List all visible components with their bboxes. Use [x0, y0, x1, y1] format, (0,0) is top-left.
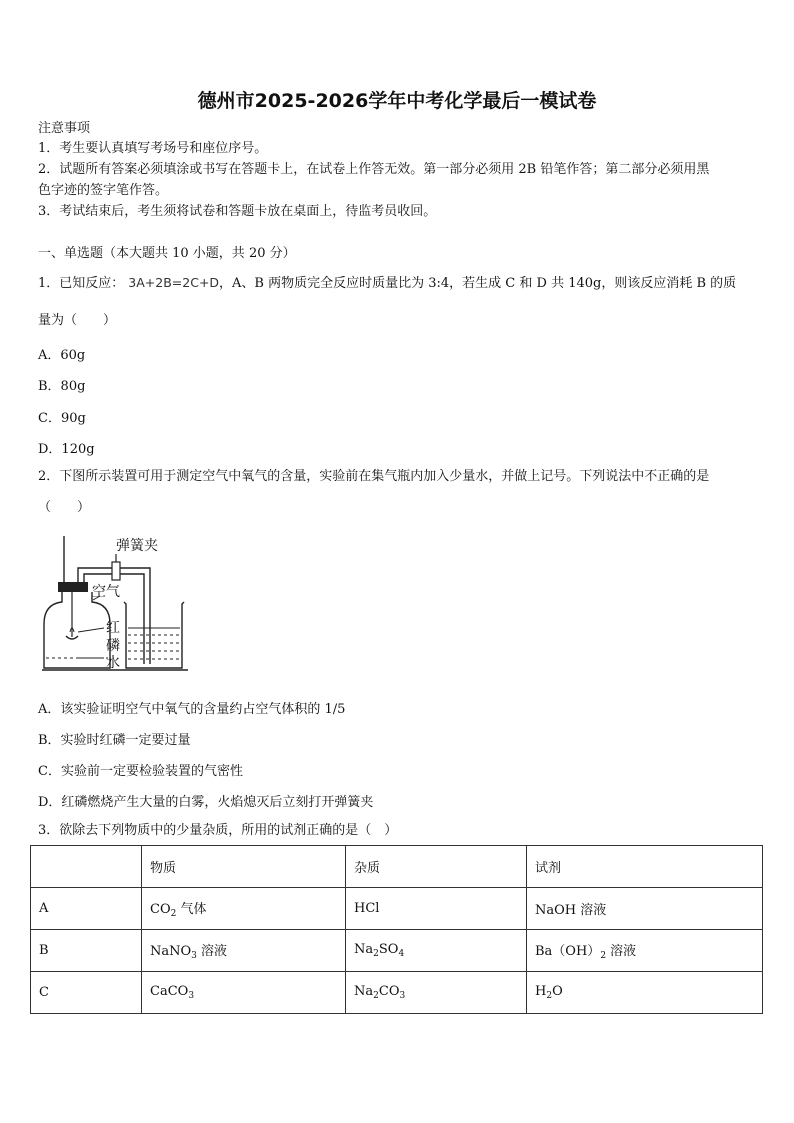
label-water: 水 — [106, 655, 120, 671]
reagent-cell — [527, 930, 763, 972]
table-header-row — [31, 846, 763, 888]
page-title: 德州市2025-2026学年中考化学最后一模试卷 — [197, 90, 597, 112]
reagent-cell — [527, 972, 763, 1014]
question-2-stem: 2．下图所示装置可用于测定空气中氧气的含量，实验前在集气瓶内加入少量水，并做上记号。下列说法中不正确的是 — [38, 469, 710, 484]
subscript: 2 — [170, 909, 177, 919]
question-1-stem — [38, 274, 736, 293]
text: CO — [378, 984, 400, 999]
text: H — [535, 984, 547, 999]
table-row — [31, 972, 763, 1014]
header-cell: 试剂 — [527, 846, 763, 888]
header-cell: 物质 — [142, 846, 346, 888]
apparatus-figure — [38, 532, 198, 676]
notice-heading: 注意事项 — [38, 121, 91, 136]
question-2-option-b[interactable]: B．实验时红磷一定要过量 — [38, 733, 191, 748]
header-cell: 杂质 — [346, 846, 527, 888]
apparatus-diagram — [38, 532, 198, 672]
label-red-1: 红 — [106, 620, 120, 636]
text: Ba（OH） — [535, 944, 601, 959]
reagent-cell: NaOH 溶液 — [527, 888, 763, 930]
notice-item-3: 3．考试结束后，考生须将试卷和答题卡放在桌面上，待监考员收回。 — [38, 204, 437, 219]
notice-item-2-cont: 色字迹的签字笔作答。 — [38, 183, 169, 198]
question-3-table — [30, 845, 763, 1014]
text: CaCO — [150, 984, 189, 999]
table-row — [31, 888, 763, 930]
label-air: 空气 — [92, 584, 120, 600]
header-cell — [31, 846, 142, 888]
subscript: 3 — [191, 951, 197, 961]
text: SO — [378, 942, 399, 957]
text: CO — [150, 902, 171, 917]
subscript: 2 — [373, 991, 379, 1001]
question-2-paren: （ ） — [38, 500, 91, 515]
question-1-option-c[interactable]: C．90g — [38, 411, 86, 426]
table-row — [31, 930, 763, 972]
question-1-option-b[interactable]: B．80g — [38, 379, 86, 394]
impurity-cell — [346, 930, 527, 972]
question-1-option-a[interactable]: A．60g — [38, 348, 86, 363]
text: 气体 — [176, 902, 207, 917]
label-red-2: 磷 — [106, 638, 120, 654]
label-spring-clip: 弹簧夹 — [116, 538, 158, 554]
question-1-option-d[interactable]: D．120g — [38, 442, 95, 457]
row-label: B — [31, 930, 142, 972]
text: O — [552, 984, 563, 999]
substance-cell — [142, 930, 346, 972]
row-label: A — [31, 888, 142, 930]
question-3-stem: 3．欲除去下列物质中的少量杂质，所用的试剂正确的是（ ） — [38, 823, 398, 838]
question-1-stem-cont: 量为（ ） — [38, 313, 117, 328]
section-heading: 一、单选题（本大题共 10 小题，共 20 分） — [38, 246, 296, 261]
reaction-formula: 3A+2B=2C+D — [128, 275, 220, 290]
text: 溶液 — [606, 944, 637, 959]
text: 溶液 — [196, 944, 228, 959]
substance-cell — [142, 888, 346, 930]
notice-item-1: 1．考生要认真填写考场号和座位序号。 — [38, 141, 268, 156]
row-label: C — [31, 972, 142, 1014]
subscript: 3 — [188, 991, 195, 1001]
question-2-option-d[interactable]: D．红磷燃烧产生大量的白雾，火焰熄灭后立刻打开弹簧夹 — [38, 795, 374, 810]
text: Na — [354, 984, 374, 999]
question-1-lead: 1．已知反应： — [38, 276, 125, 291]
subscript: 2 — [373, 949, 379, 959]
text: Na — [354, 942, 374, 957]
impurity-cell — [346, 972, 527, 1014]
subscript: 4 — [398, 949, 405, 959]
question-1-rest: ，A、B 两物质完全反应时质量比为 3:4，若生成 C 和 D 共 140g，则该反应消耗 B 的质 — [219, 276, 737, 291]
substance-cell — [142, 972, 346, 1014]
question-2-option-c[interactable]: C．实验前一定要检验装置的气密性 — [38, 764, 243, 779]
text: NaNO — [150, 944, 192, 959]
subscript: 3 — [399, 991, 406, 1001]
notice-item-2: 2．试题所有答案必须填涂或书写在答题卡上，在试卷上作答无效。第一部分必须用 2B 铅笔作答；第二部分必须用黑 — [38, 162, 710, 177]
impurity-cell: HCl — [346, 888, 527, 930]
subscript: 2 — [546, 991, 553, 1001]
subscript: 2 — [600, 951, 607, 961]
question-2-option-a[interactable]: A．该实验证明空气中氧气的含量约占空气体积的 1/5 — [38, 702, 346, 717]
